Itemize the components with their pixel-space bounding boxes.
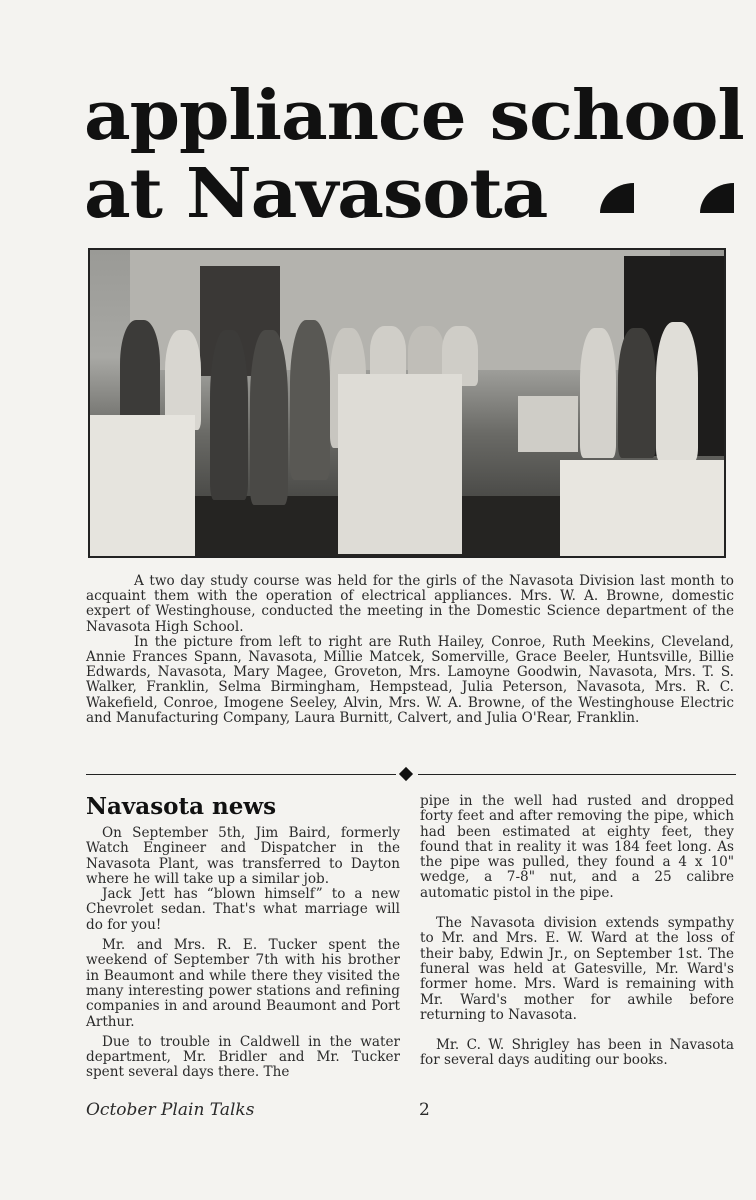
news-column-left (86, 794, 400, 1086)
photo-counter (90, 415, 195, 558)
section-divider (86, 774, 396, 775)
section-divider (418, 774, 736, 775)
photo-person (210, 330, 248, 500)
photo-sink (338, 374, 462, 554)
caption-paragraph: A two day study course was held for the girls of the Navasota Division last month to acquaint them with the operation of electrical appliances. Mrs. W. A. Browne, domestic expert of Westinghouse, conducted the meeting in the Domestic Science department of the Navasota High School. (86, 573, 734, 635)
photo-person (250, 330, 288, 505)
news-paragraph: Mr. C. W. Shrigley has been in Navasota for several days auditing our books. (420, 1037, 734, 1069)
decorative-quarter-circle (600, 183, 634, 213)
publication-name: October Plain Talks (86, 1100, 255, 1120)
decorative-quarter-circle (700, 183, 734, 213)
group-photo (88, 248, 726, 558)
page-number: 2 (419, 1100, 430, 1120)
news-paragraph: Jack Jett has “blown himself” to a new Chevrolet sedan. That's what marriage will do for you! (86, 886, 400, 933)
photo-caption (86, 574, 734, 726)
news-column-right (420, 794, 734, 1074)
headline-line-2: at Navasota (84, 154, 548, 234)
photo-person (580, 328, 616, 458)
news-paragraph: Mr. and Mrs. R. E. Tucker spent the weekend of September 7th with his brother in Beaumont and while there they visited the many interesting power stations and refining companies in and around Beaumont and Port Arthur. (86, 937, 400, 1030)
photo-range (518, 396, 578, 452)
photo-person (656, 322, 698, 462)
news-paragraph: Due to trouble in Caldwell in the water department, Mr. Bridler and Mr. Tucker spent several days there. The (86, 1033, 400, 1081)
photo-person (618, 328, 656, 458)
news-paragraph: The Navasota division extends sympathy to Mr. and Mrs. E. W. Ward at the loss of their baby, Edwin Jr., on September 1st. The funeral was held at Gatesville, Mr. Ward's former home. Mrs. Ward is remaining with Mr. Ward's mother for awhile before returning to Navasota. (420, 915, 734, 1023)
divider-diamond-icon (399, 767, 413, 781)
photo-table (560, 460, 726, 558)
news-paragraph: On September 5th, Jim Baird, formerly Watch Engineer and Dispatcher in the Navasota Plant, was transferred to Dayton where he will take up a similar job. (86, 825, 400, 887)
news-paragraph: pipe in the well had rusted and dropped forty feet and after removing the pipe, which had been estimated at eighty feet, they found that in reality it was 184 feet long. As the pipe was pulled, they found a 4 x 10" wedge, a 7-8" nut, and a 25 calibre automatic pistol in the pipe. (420, 793, 734, 901)
headline-line-1: appliance school (84, 76, 744, 156)
caption-names-paragraph: In the picture from left to right are Ruth Hailey, Conroe, Ruth Meekins, Cleveland, Annie Frances Spann, Navasota, Millie Matcek, Somerville, Grace Beeler, Huntsville, Billie Edwards, Navasota, Mary Magee, Groveton, Mrs. Lamoyne Goodwin, Navasota, Mrs. T. S. Walker, Franklin, Selma Birmingham, Hempstead, Julia Peterson, Navasota, Mrs. R. C. Wakefield, Conroe, Imogene Seeley, Alvin, Mrs. W. A. Browne, of the Westinghouse Electric and Manufacturing Company, Laura Burnitt, Calvert, and Julia O'Rear, Franklin. (86, 633, 734, 726)
news-heading: Navasota news (86, 793, 277, 820)
photo-person (290, 320, 330, 480)
photo-person (120, 320, 160, 430)
